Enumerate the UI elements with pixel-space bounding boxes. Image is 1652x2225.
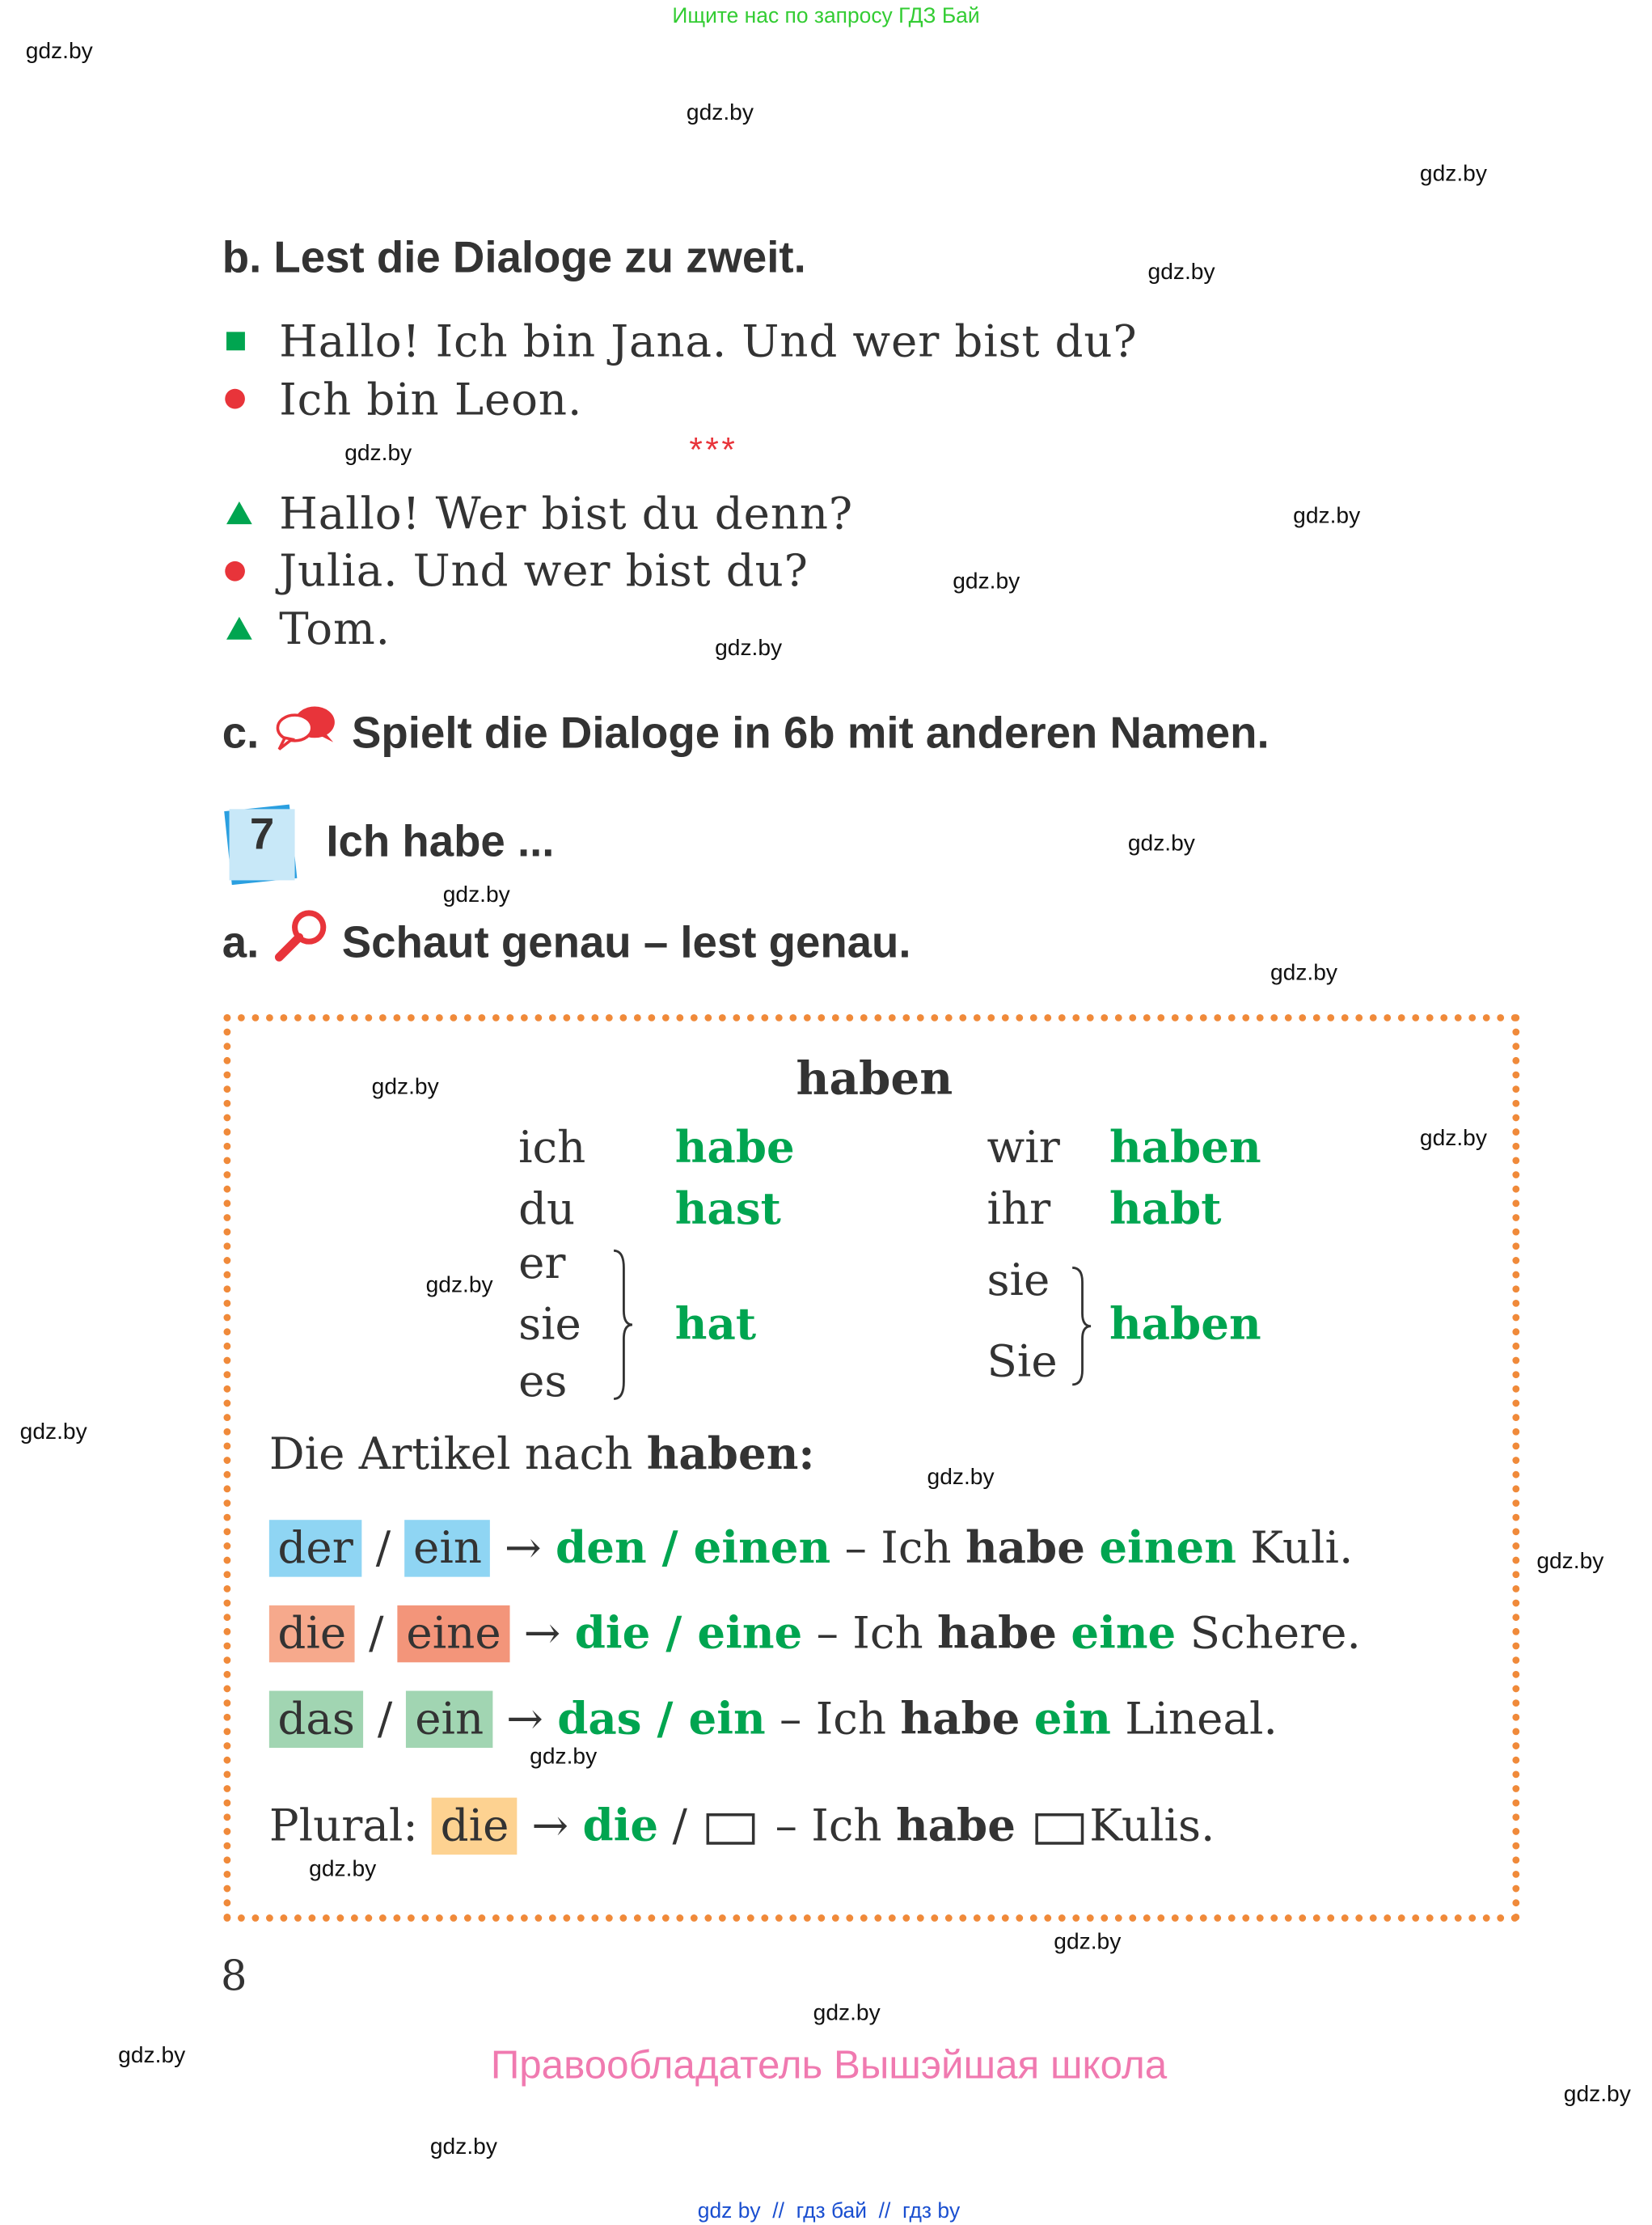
- copyright-notice: Правообладатель Вышэйшая школа: [490, 2042, 1168, 2088]
- watermark: gdz.by: [953, 569, 1020, 594]
- watermark: gdz.by: [1147, 260, 1215, 286]
- watermark: gdz.by: [927, 1466, 995, 1491]
- watermark: gdz.by: [1054, 1930, 1122, 1955]
- dialog-line: Julia. Und wer bist du?: [279, 545, 809, 597]
- brace-icon: [1068, 1265, 1094, 1399]
- example-verb: habe: [965, 1522, 1085, 1575]
- magnifier-icon: [273, 909, 327, 971]
- section-a-title: Schaut genau – lest genau.: [341, 917, 911, 967]
- dialog-line: Ich bin Leon.: [279, 374, 583, 426]
- watermark: gdz.by: [19, 1419, 87, 1445]
- watermark: gdz.by: [1419, 1127, 1487, 1152]
- indefinite-article-chip: ein: [404, 1520, 490, 1576]
- circle-bullet-icon: [225, 561, 245, 582]
- watermark: gdz.by: [309, 1857, 377, 1882]
- verb-form: habe: [674, 1122, 795, 1174]
- accusative-indefinite: einen: [693, 1522, 831, 1575]
- brace-icon: [610, 1248, 636, 1413]
- watermark: gdz.by: [1419, 162, 1487, 187]
- plural-row: Plural: die → die / – Ich habe Kulis.: [269, 1792, 1215, 1855]
- accusative-indefinite: eine: [697, 1608, 803, 1660]
- example-article: ein: [1033, 1694, 1111, 1745]
- circle-bullet-icon: [225, 389, 245, 409]
- example-verb: habe: [936, 1608, 1057, 1660]
- article-row: der / ein → den / einen – Ich habe einen Kuli.: [269, 1520, 1353, 1576]
- dialog-line: Hallo! Ich bin Jana. Und wer bist du?: [279, 315, 1138, 368]
- definite-article-chip: die: [269, 1605, 355, 1662]
- verb-form: hast: [674, 1183, 781, 1235]
- example-verb: habe: [900, 1694, 1020, 1745]
- example-text: Ich: [852, 1608, 923, 1660]
- separator-stars: ***: [689, 431, 738, 471]
- pronoun: wir: [987, 1122, 1060, 1174]
- exercise-title: Ich habe ...: [326, 816, 555, 866]
- example-noun: Lineal.: [1125, 1694, 1278, 1745]
- example-text: Ich: [881, 1522, 952, 1575]
- accusative-article: die: [574, 1608, 651, 1660]
- accusative-indefinite: ein: [688, 1694, 766, 1745]
- section-b-title: b. Lest die Dialoge zu zweit.: [222, 232, 806, 282]
- example-text: Ich: [815, 1694, 887, 1745]
- pronoun: es: [518, 1356, 568, 1408]
- watermark: gdz.by: [1293, 504, 1361, 529]
- pronoun: Sie: [987, 1336, 1058, 1388]
- footer-links[interactable]: gdz by // гдз бай // гдз by: [697, 2199, 961, 2224]
- pronoun: ihr: [987, 1183, 1051, 1235]
- verb-form: habt: [1109, 1183, 1222, 1235]
- pronoun: sie: [518, 1299, 581, 1351]
- article-chip: die: [432, 1798, 518, 1855]
- pronoun: er: [518, 1237, 566, 1289]
- square-bullet-icon: [226, 332, 245, 350]
- verb-form: haben: [1109, 1299, 1261, 1351]
- dialog-line: Tom.: [279, 603, 391, 656]
- watermark: gdz.by: [118, 2044, 186, 2069]
- triangle-bullet-icon: [226, 617, 252, 640]
- watermark: gdz.by: [429, 2135, 497, 2159]
- indefinite-article-chip: eine: [398, 1605, 509, 1662]
- triangle-bullet-icon: [226, 501, 252, 524]
- indefinite-article-chip: ein: [407, 1691, 492, 1748]
- accusative-article: den: [556, 1522, 647, 1575]
- watermark: gdz.by: [530, 1745, 598, 1770]
- pronoun: du: [518, 1183, 576, 1235]
- accusative-article: das: [557, 1694, 642, 1745]
- section-c-label: c.: [222, 708, 260, 758]
- watermark: gdz.by: [25, 40, 93, 65]
- section-c-title: Spielt die Dialoge in 6b mit anderen Namen.: [352, 708, 1270, 758]
- page-number: 8: [220, 1951, 247, 2000]
- watermark: gdz.by: [813, 2001, 881, 2026]
- watermark: gdz.by: [442, 882, 510, 907]
- empty-box-icon: [707, 1813, 755, 1844]
- exercise-number-badge: 7: [222, 805, 299, 882]
- article-row: die / eine → die / eine – Ich habe eine Schere.: [269, 1605, 1361, 1662]
- definite-article-chip: der: [269, 1520, 362, 1576]
- empty-box-icon: [1035, 1813, 1084, 1844]
- dialog-line: Hallo! Wer bist du denn?: [279, 489, 854, 540]
- watermark: gdz.by: [715, 637, 783, 662]
- speech-bubbles-icon: [273, 704, 339, 759]
- pronoun: sie: [987, 1254, 1050, 1307]
- watermark: gdz.by: [344, 441, 412, 466]
- top-search-link[interactable]: Ищите нас по запросу ГДЗ Бай: [672, 4, 980, 29]
- verb-form: hat: [674, 1299, 757, 1351]
- example-article: eine: [1071, 1608, 1177, 1660]
- watermark: gdz.by: [686, 101, 754, 125]
- watermark: gdz.by: [425, 1273, 493, 1298]
- verb-form: haben: [1109, 1122, 1261, 1174]
- definite-article-chip: das: [269, 1691, 364, 1748]
- example-noun: Kuli.: [1250, 1522, 1354, 1575]
- watermark: gdz.by: [1270, 961, 1338, 986]
- section-a-label: a.: [222, 917, 260, 967]
- watermark: gdz.by: [1536, 1550, 1604, 1575]
- grammar-verb-heading: haben: [796, 1051, 953, 1106]
- article-row: das / ein → das / ein – Ich habe ein Lineal.: [269, 1691, 1278, 1748]
- watermark: gdz.by: [1563, 2082, 1631, 2107]
- example-article: einen: [1099, 1522, 1236, 1575]
- watermark: gdz.by: [371, 1075, 439, 1100]
- watermark: gdz.by: [1127, 831, 1195, 857]
- example-noun: Schere.: [1189, 1608, 1361, 1660]
- articles-heading: Die Artikel nach haben:: [268, 1428, 815, 1480]
- pronoun: ich: [518, 1122, 586, 1174]
